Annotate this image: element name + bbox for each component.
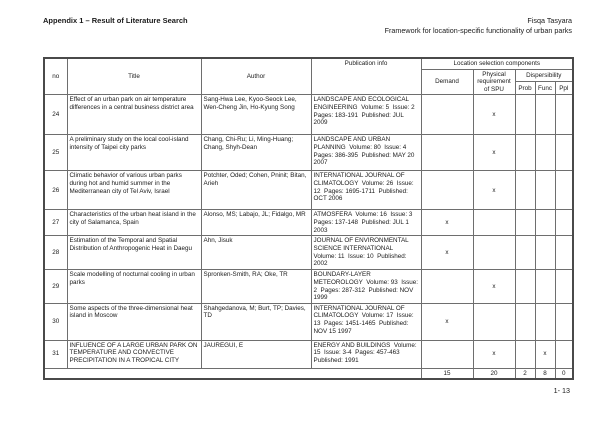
col-header-title: Title [67,58,201,95]
document-header [43,16,572,36]
cell-ppl-mark [555,171,573,210]
cell-title: Scale modelling of nocturnal cooling in urban parks [67,270,201,303]
table-body [44,95,573,368]
cell-no: 30 [44,303,67,340]
document-subtitle: Framework for location-specific functionality of urban parks [384,26,572,35]
cell-demand-mark [421,171,473,210]
cell-publication: JOURNAL OF ENVIRONMENTAL SCIENCE INTERNATIONAL Volume: 11 Issue: 10 Published: 2002 [311,236,421,270]
cell-demand-mark [421,135,473,171]
total-demand: 15 [421,368,473,379]
cell-physical-mark: x [473,340,515,368]
total-ppl: 0 [555,368,573,379]
totals-row [44,368,573,379]
cell-demand-mark [421,270,473,303]
cell-prob-mark [515,303,535,340]
cell-ppl-mark [555,236,573,270]
cell-title: INFLUENCE OF A LARGE URBAN PARK ON TEMPERATURE AND CONVECTIVE PRECIPITATION IN A TROPICAL CITY [67,340,201,368]
cell-title: Effect of an urban park on air temperature differences in a central business district area [67,95,201,135]
cell-publication: INTERNATIONAL JOURNAL OF CLIMATOLOGY Volume: 17 Issue: 13 Pages: 1451-1465 Published: NOV 15 1997 [311,303,421,340]
totals-empty-cell [44,368,421,379]
cell-prob-mark [515,171,535,210]
cell-title: Some aspects of the three-dimensional heat island in Moscow [67,303,201,340]
col-header-ppl: Ppl [555,82,573,95]
cell-demand-mark [421,95,473,135]
cell-no: 28 [44,236,67,270]
cell-author: Shahgedanova, M; Burt, TP; Davies, TD [201,303,311,340]
col-header-publication: Publication info [311,58,421,95]
total-func: 8 [535,368,555,379]
cell-author: Ahn, Jisuk [201,236,311,270]
cell-publication: INTERNATIONAL JOURNAL OF CLIMATOLOGY Volume: 26 Issue: 12 Pages: 1695-1711 Published: OCT 2006 [311,171,421,210]
cell-prob-mark [515,236,535,270]
cell-func-mark [535,303,555,340]
table-row [44,340,573,368]
cell-no: 31 [44,340,67,368]
cell-no: 24 [44,95,67,135]
cell-demand-mark: x [421,236,473,270]
cell-author: JAUREGUI, E [201,340,311,368]
cell-ppl-mark [555,95,573,135]
table-row [44,303,573,340]
cell-no: 29 [44,270,67,303]
author-name: Fisqa Tasyara [527,16,572,25]
cell-func-mark [535,270,555,303]
table-row [44,171,573,210]
cell-prob-mark [515,95,535,135]
cell-prob-mark [515,340,535,368]
cell-author: Sang-Hwa Lee, Kyoo-Seock Lee, Wen-Cheng Jin, Ho-Kyung Song [201,95,311,135]
cell-no: 25 [44,135,67,171]
col-header-no: no [44,58,67,95]
cell-physical-mark: x [473,270,515,303]
cell-author: Potchter, Oded; Cohen, Pninit; Bitan, Arieh [201,171,311,210]
cell-func-mark [535,171,555,210]
cell-no: 26 [44,171,67,210]
cell-prob-mark [515,210,535,236]
cell-publication: LANDSCAPE AND URBAN PLANNING Volume: 80 Issue: 4 Pages: 386-395 Published: MAY 20 2007 [311,135,421,171]
cell-ppl-mark [555,210,573,236]
cell-demand-mark: x [421,210,473,236]
cell-publication: BOUNDARY-LAYER METEOROLOGY Volume: 93 Issue: 2 Pages: 287-312 Published: NOV 1999 [311,270,421,303]
table-row [44,95,573,135]
table-header [44,58,573,95]
cell-demand-mark: x [421,303,473,340]
cell-physical-mark [473,210,515,236]
cell-ppl-mark [555,135,573,171]
cell-publication: ENERGY AND BUILDINGS Volume: 15 Issue: 3-4 Pages: 457-463 Published: 1991 [311,340,421,368]
table-footer [44,368,573,379]
cell-title: Climatic behavior of various urban parks during hot and humid summer in the Mediterranean city of Tel Aviv, Israel [67,171,201,210]
appendix-title: Appendix 1 – Result of Literature Search [43,16,188,25]
total-prob: 2 [515,368,535,379]
cell-func-mark [535,236,555,270]
cell-publication: LANDSCAPE AND ECOLOGICAL ENGINEERING Volume: 5 Issue: 2 Pages: 183-191 Published: JUL 2009 [311,95,421,135]
col-header-author: Author [201,58,311,95]
cell-author: Spronken-Smith, RA; Oke, TR [201,270,311,303]
cell-prob-mark [515,270,535,303]
literature-table [43,57,574,380]
cell-title: Characteristics of the urban heat island in the city of Salamanca, Spain [67,210,201,236]
cell-ppl-mark [555,270,573,303]
page-number: 1- 13 [553,386,570,395]
cell-publication: ATMOSFERA Volume: 16 Issue: 3 Pages: 137-148 Published: JUL 1 2003 [311,210,421,236]
cell-physical-mark: x [473,135,515,171]
col-header-dispersibility: Dispersibility [515,69,573,82]
cell-physical-mark: x [473,95,515,135]
cell-func-mark [535,95,555,135]
col-header-demand: Demand [421,69,473,95]
cell-demand-mark [421,340,473,368]
col-header-prob: Prob [515,82,535,95]
cell-func-mark [535,135,555,171]
table-row [44,135,573,171]
cell-author: Chang, Chi-Ru; Li, Ming-Huang; Chang, Shyh-Dean [201,135,311,171]
cell-physical-mark: x [473,171,515,210]
cell-func-mark: x [535,340,555,368]
total-physical: 20 [473,368,515,379]
cell-title: A preliminary study on the local cool-island intensity of Taipei city parks [67,135,201,171]
cell-physical-mark [473,303,515,340]
col-header-physical: Physical requirement of SPU [473,69,515,95]
table-row [44,236,573,270]
cell-author: Alonso, MS; Labajo, JL; Fidalgo, MR [201,210,311,236]
cell-ppl-mark [555,340,573,368]
header-right-block [385,16,572,36]
cell-title: Estimation of the Temporal and Spatial Distribution of Anthropogenic Heat in Daegu [67,236,201,270]
col-header-func: Func [535,82,555,95]
cell-physical-mark [473,236,515,270]
cell-func-mark [535,210,555,236]
cell-prob-mark [515,135,535,171]
cell-no: 27 [44,210,67,236]
table-row [44,270,573,303]
table-row [44,210,573,236]
col-header-location-group: Location selection components [421,58,573,69]
cell-ppl-mark [555,303,573,340]
